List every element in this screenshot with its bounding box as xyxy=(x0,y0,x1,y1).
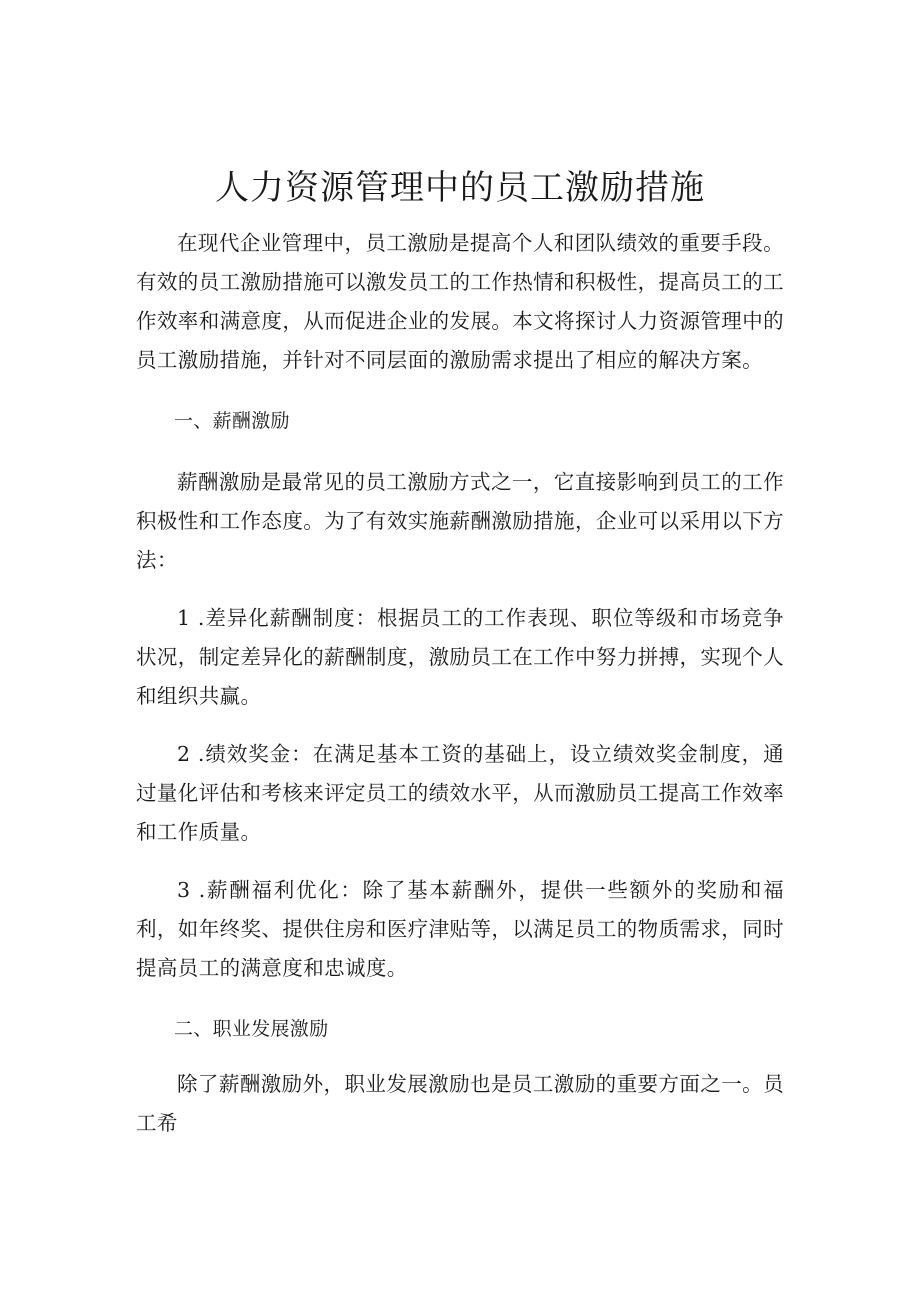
document-title: 人力资源管理中的员工激励措施 xyxy=(215,168,705,208)
document-body xyxy=(136,224,784,1143)
section-heading-career: 二、职业发展激励 xyxy=(174,1018,329,1040)
salary-intro-paragraph: 薪酬激励是最常见的员工激励方式之一，它直接影响到员工的工作积极性和工作态度。为了有效实施薪酬激励措施，企业可以采用以下方法： xyxy=(136,470,784,572)
salary-item-3: 3 .薪酬福利优化：除了基本薪酬外，提供一些额外的奖励和福利，如年终奖、提供住房和医疗津贴等，以满足员工的物质需求，同时提高员工的满意度和忠诚度。 xyxy=(136,878,784,980)
salary-item-2: 2 .绩效奖金：在满足基本工资的基础上，设立绩效奖金制度，通过量化评估和考核来评定员工的绩效水平，从而激励员工提高工作效率和工作质量。 xyxy=(136,742,784,844)
career-intro-paragraph: 除了薪酬激励外，职业发展激励也是员工激励的重要方面之一。员工希 xyxy=(136,1072,784,1135)
intro-paragraph: 在现代企业管理中，员工激励是提高个人和团队绩效的重要手段。有效的员工激励措施可以激发员工的工作热情和积极性，提高员工的工作效率和满意度，从而促进企业的发展。本文将探讨人力资源管理中的员工激励措施，并针对不同层面的激励需求提出了相应的解决方案。 xyxy=(136,231,784,372)
salary-item-1: 1 .差异化薪酬制度：根据员工的工作表现、职位等级和市场竞争状况，制定差异化的薪酬制度，激励员工在工作中努力拼搏，实现个人和组织共赢。 xyxy=(136,606,784,708)
section-heading-salary: 一、薪酬激励 xyxy=(174,410,290,432)
